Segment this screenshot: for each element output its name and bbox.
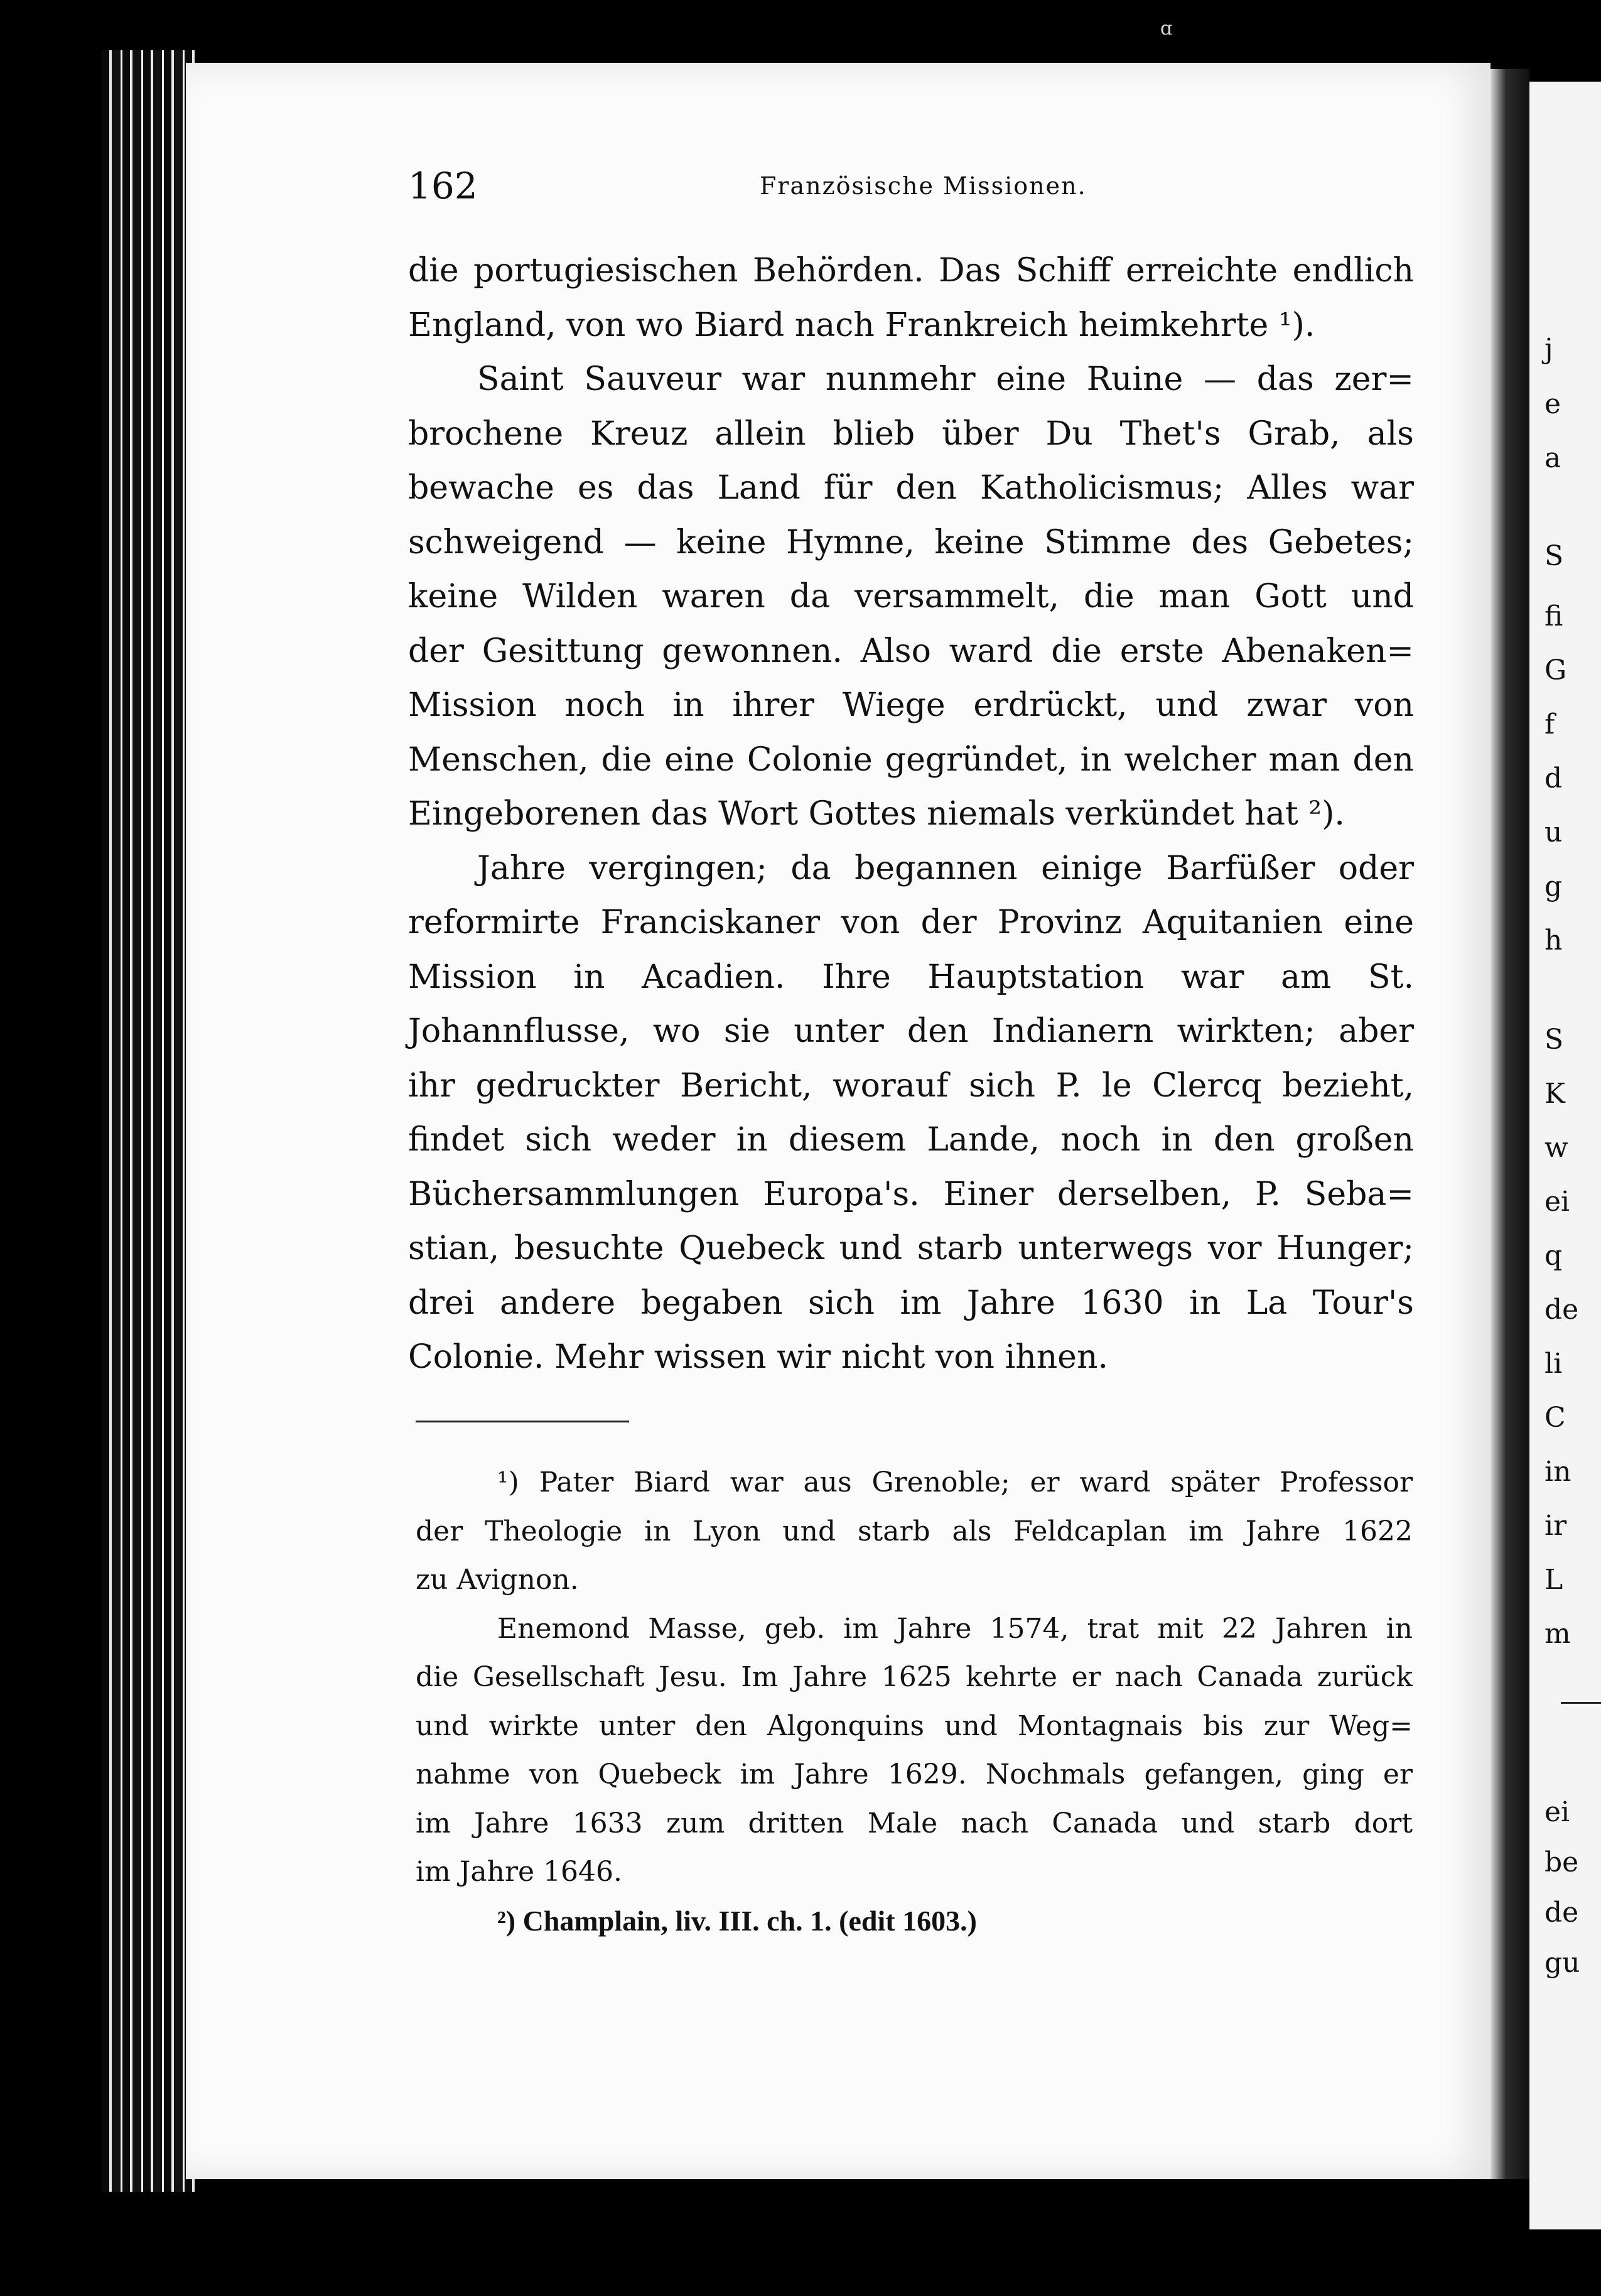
body-text — [408, 244, 1414, 1385]
facing-page-text: in — [1544, 1456, 1571, 1488]
facing-page-text: a — [1544, 442, 1561, 474]
footnotes — [416, 1458, 1413, 1945]
facing-page-text: C — [1544, 1402, 1566, 1434]
facing-page-text: ei — [1544, 1186, 1570, 1218]
footnote-line: die Gesellschaft Jesu. Im Jahre 1625 kehrte er nach Canada zurück — [416, 1661, 1413, 1693]
facing-page-text: ei — [1544, 1796, 1570, 1828]
body-line: stian, besuchte Quebeck und starb unterwegs vor Hunger; — [408, 1230, 1414, 1267]
page-number: 162 — [408, 165, 478, 207]
body-line: keine Wilden waren da versammelt, die man Gott und — [408, 578, 1414, 615]
facing-page-text: q — [1544, 1240, 1563, 1272]
footnote-line: nahme von Quebeck im Jahre 1629. Nochmals gefangen, ging er — [416, 1758, 1413, 1790]
facing-page-text: K — [1544, 1078, 1565, 1110]
facing-page-text: e — [1544, 388, 1561, 420]
facing-page-text: S — [1544, 1024, 1564, 1056]
body-line: der Gesittung gewonnen. Also ward die erste Abenaken= — [408, 632, 1414, 670]
facing-page-text: gu — [1544, 1947, 1580, 1979]
body-line: Menschen, die eine Colonie gegründet, in welcher man den — [408, 740, 1414, 779]
body-line: findet sich weder in diesem Lande, noch in den großen — [408, 1121, 1414, 1159]
footnote-line: Enemond Masse, geb. im Jahre 1574, trat mit 22 Jahren in — [497, 1612, 1413, 1645]
body-line: die portugiesischen Behörden. Das Schiff erreichte endlich — [408, 252, 1414, 290]
body-line: drei andere begaben sich im Jahre 1630 in La Tour's — [408, 1284, 1414, 1322]
facing-page-text: be — [1544, 1846, 1579, 1878]
body-line: Büchersammlungen Europa's. Einer derselben, P. Seba= — [408, 1175, 1414, 1213]
facing-page-rule — [1561, 1702, 1601, 1704]
footnote-line: im Jahre 1646. — [416, 1856, 623, 1888]
book-gutter — [1490, 69, 1529, 2179]
facing-page-text: m — [1544, 1618, 1571, 1650]
facing-page-text: S — [1544, 540, 1564, 572]
body-line: Johannflusse, wo sie unter den Indianern wirkten; aber — [408, 1012, 1414, 1050]
body-line: Eingeborenen das Wort Gottes niemals verkündet hat ²). — [408, 795, 1345, 833]
facing-page-text: d — [1544, 762, 1563, 794]
body-line: bewache es das Land für den Katholicismus; Alles war — [408, 469, 1414, 507]
facing-page-text: j — [1544, 333, 1553, 365]
facing-page-text: h — [1544, 924, 1563, 956]
body-line: ihr gedruckter Bericht, worauf sich P. le Clercq bezieht, — [408, 1066, 1414, 1105]
book-page-edges — [102, 50, 195, 2192]
body-line: Saint Sauveur war nunmehr eine Ruine — das zer= — [477, 360, 1414, 398]
footnote-line: ²) Champlain, liv. III. ch. 1. (edit 1603.) — [497, 1904, 977, 1937]
body-line: Jahre vergingen; da begannen einige Barfüßer oder — [477, 849, 1414, 887]
facing-page-text: fi — [1544, 600, 1563, 632]
body-line: reformirte Franciskaner von der Provinz Aquitanien eine — [408, 904, 1414, 941]
footnote-line: im Jahre 1633 zum dritten Male nach Canada und starb dort — [416, 1807, 1413, 1839]
footnote-line: zu Avignon. — [416, 1564, 579, 1596]
facing-page-fragment — [1529, 82, 1601, 2229]
facing-page-text: L — [1544, 1564, 1563, 1596]
facing-page-text: ir — [1544, 1510, 1567, 1542]
footnote-rule — [416, 1421, 629, 1422]
facing-page-text: u — [1544, 816, 1563, 848]
facing-page-text: de — [1544, 1294, 1579, 1326]
footnote-line: und wirkte unter den Algonquins und Montagnais bis zur Weg= — [416, 1709, 1413, 1742]
facing-page-text: f — [1544, 708, 1555, 740]
facing-page-text: g — [1544, 870, 1563, 902]
body-line: Mission noch in ihrer Wiege erdrückt, und zwar von — [408, 686, 1414, 724]
body-line: Colonie. Mehr wissen wir nicht von ihnen. — [408, 1338, 1108, 1376]
facing-page-text: w — [1544, 1132, 1568, 1164]
running-head: Französische Missionen. — [760, 172, 1087, 200]
facing-page-text: li — [1544, 1348, 1563, 1380]
facing-page-text: G — [1544, 654, 1567, 686]
corner-mark: ɑ — [1160, 18, 1173, 40]
footnote-line: der Theologie in Lyon und starb als Feldcaplan im Jahre 1622 — [416, 1515, 1413, 1547]
facing-page-text: de — [1544, 1897, 1579, 1929]
page-header — [408, 165, 1350, 208]
body-line: schweigend — keine Hymne, keine Stimme des Gebetes; — [408, 523, 1414, 561]
body-line: brochene Kreuz allein blieb über Du Thet's Grab, als — [408, 414, 1414, 453]
body-line: England, von wo Biard nach Frankreich heimkehrte ¹). — [408, 306, 1315, 344]
body-line: Mission in Acadien. Ihre Hauptstation war am St. — [408, 958, 1414, 996]
footnote-line: ¹) Pater Biard war aus Grenoble; er ward später Professor — [497, 1466, 1413, 1498]
